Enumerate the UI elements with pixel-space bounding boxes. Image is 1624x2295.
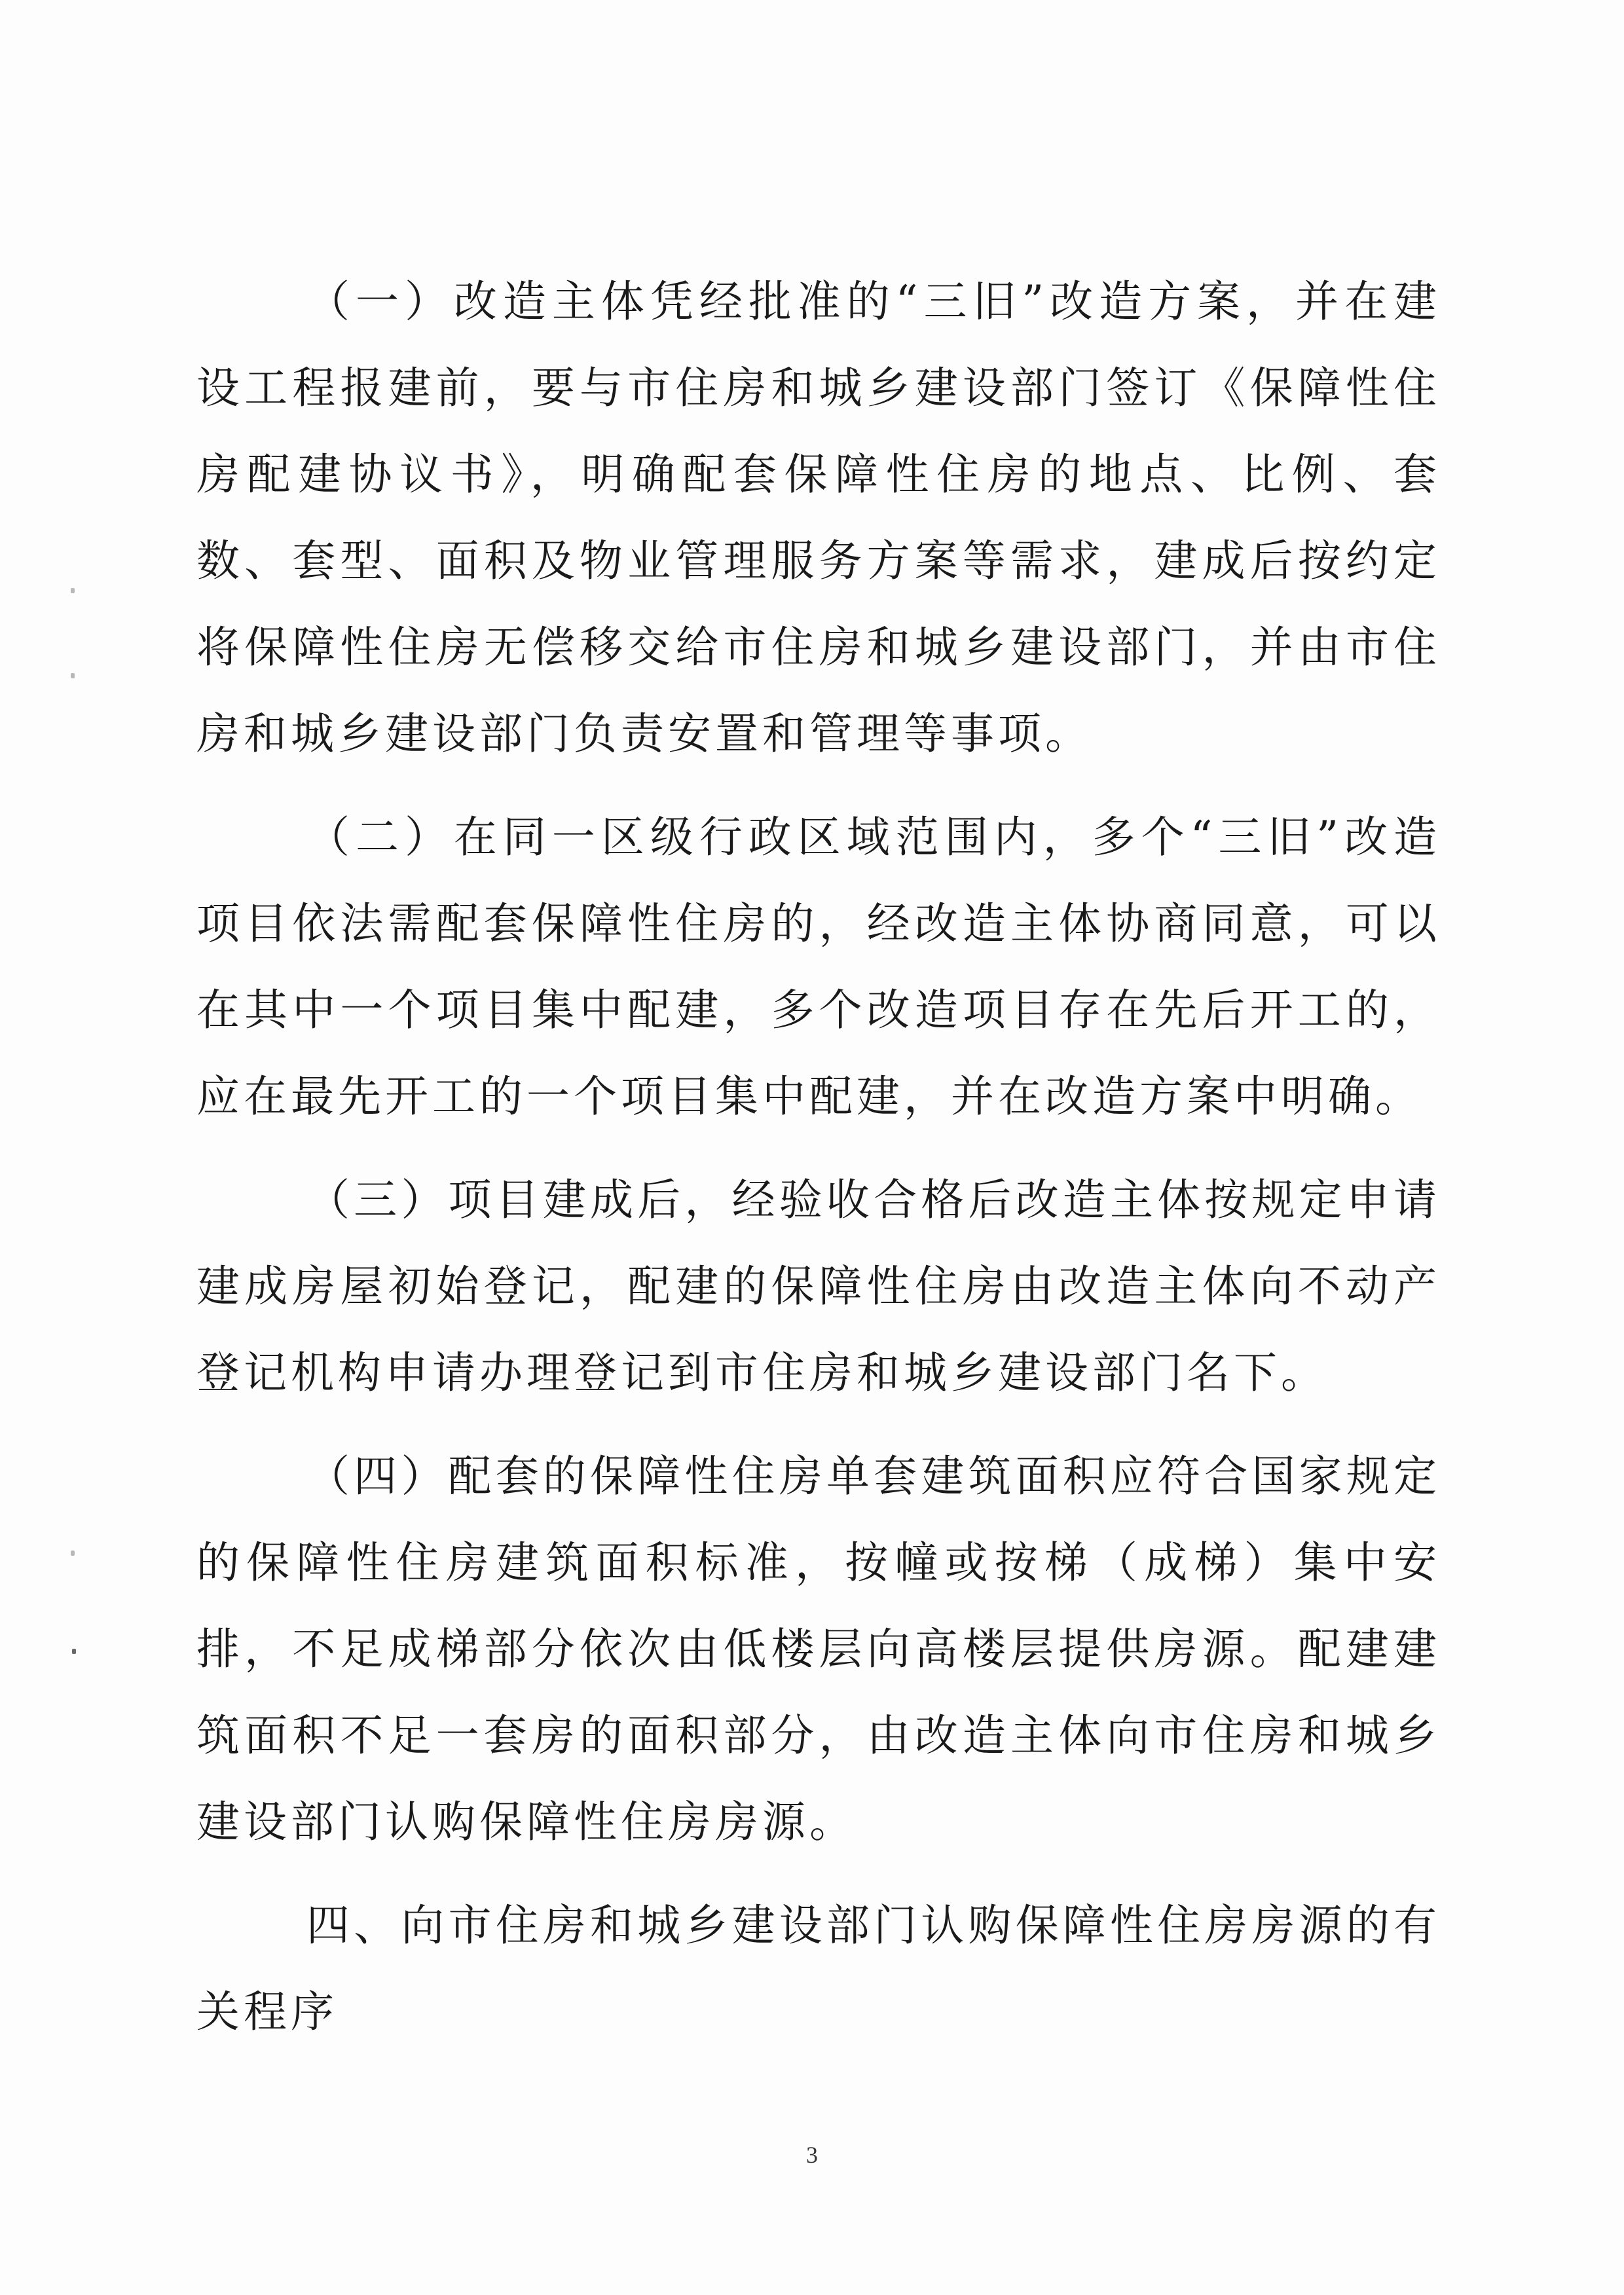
paragraph-4: （四）配套的保障性住房单套建筑面积应符合国家规定的保障性住房建筑面积标准，按幢或按梯（成梯）集中安排，不足成梯部分依次由低楼层向高楼层提供房源。配建建筑面积不足一套房的面积部分，由改造主体向市住房和城乡建设部门认购保障性住房房源。 <box>196 1451 1441 1847</box>
document-body <box>196 259 1441 2055</box>
scan-speck <box>71 588 75 593</box>
paragraph-1: （一）改造主体凭经批准的“三旧”改造方案，并在建设工程报建前，要与市住房和城乡建设部门签订《保障性住房配建协议书》，明确配套保障性住房的地点、比例、套数、套型、面积及物业管理服务方案等需求，建成后按约定将保障性住房无偿移交给市住房和城乡建设部门，并由市住房和城乡建设部门负责安置和管理等事项。 <box>196 276 1441 759</box>
scan-speck <box>71 1551 75 1556</box>
section-heading-4: 四、向市住房和城乡建设部门认购保障性住房房源的有关程序 <box>196 1900 1441 2037</box>
paragraph-2: （二）在同一区级行政区域范围内，多个“三旧”改造项目依法需配套保障性住房的，经改造主体协商同意，可以在其中一个项目集中配建，多个改造项目存在先后开工的，应在最先开工的一个项目集中配建，并在改造方案中明确。 <box>196 812 1441 1122</box>
page-number: 3 <box>806 2142 818 2168</box>
paragraph-3: （三）项目建成后，经验收合格后改造主体按规定申请建成房屋初始登记，配建的保障性住房由改造主体向不动产登记机构申请办理登记到市住房和城乡建设部门名下。 <box>196 1175 1441 1398</box>
scan-speck <box>71 673 75 678</box>
scan-speck <box>72 1649 76 1654</box>
